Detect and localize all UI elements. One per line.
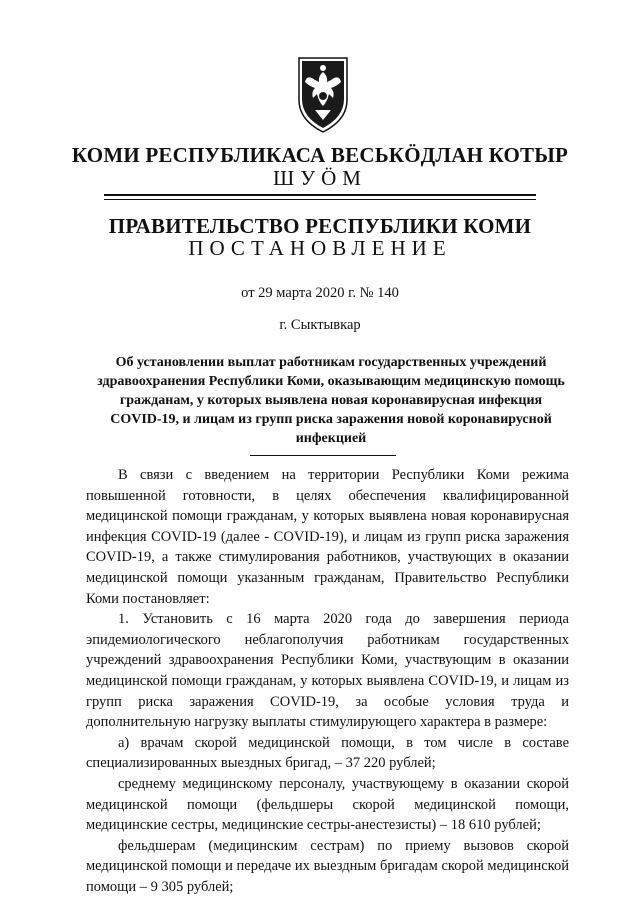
body-paragraph: фельдшерам (медицинским сестрам) по приему вызовов скорой медицинской помощи и передаче их выездным бригадам скорой медицинской помощи – 9 305 рублей; (86, 837, 569, 895)
document-body (86, 465, 569, 897)
header-rule-thin (104, 199, 536, 200)
body-paragraph: В связи с введением на территории Республики Коми режима повышенной готовности, в целях обеспечения квалифицированной медицинской помощи гражданам, у которых выявлена новая коронавирусная инфекция COVID-19 (далее - COVID-19), и лицам из групп риска заражения COVID-19, а также стимулирования работников, участвующих в оказании медицинской помощи указанным гражданам, Правительство Республики Коми постановляет: (86, 467, 569, 607)
coat-of-arms-icon (295, 52, 351, 134)
komi-org-name: КОМИ РЕСПУБЛИКАСА ВЕСЬКÖДЛАН КОТЫР (71, 143, 569, 167)
body-paragraph: 1. Установить с 16 марта 2020 года до завершения периода эпидемиологического неблагополучия работникам государственных учреждений здравоохранения Республики Коми, участвующим в оказании медицинской помощи гражданам, у которых выявлена COVID-19, и лицам из групп риска заражения COVID-19, за особые условия труда и дополнительную нагрузку выплаты стимулирующего характера в размере: (86, 611, 569, 731)
komi-doc-type: ШУÖМ (273, 166, 367, 190)
body-paragraph: а) врачам скорой медицинской помощи, в том числе в составе специализированных выездных бригад, – 37 220 рублей; (86, 734, 569, 772)
ru-org-name: ПРАВИТЕЛЬСТВО РЕСПУБЛИКИ КОМИ (108, 214, 532, 238)
ru-doc-type: ПОСТАНОВЛЕНИЕ (188, 236, 452, 260)
date-line: от 29 марта 2020 г. № 140 (241, 285, 399, 301)
city-line: г. Сыктывкар (279, 317, 361, 333)
title-underline (250, 455, 396, 456)
body-paragraph: среднему медицинскому персоналу, участвующему в оказании скорой медицинской помощи (фельдшеры скорой медицинской помощи, медицинские сестры, медицинские сестры-анестезисты) – 18 610 рублей; (86, 775, 569, 834)
header-rule-thick (104, 194, 536, 196)
document-title: Об установлении выплат работникам государственных учреждений здравоохранения Республики Коми, оказывающим медицинскую помощь гражданам, у которых выявлена новая коронавирусная инфекция COVID-19, и лицам из групп риска заражения новой коронавирусной инфекцией (97, 355, 565, 446)
